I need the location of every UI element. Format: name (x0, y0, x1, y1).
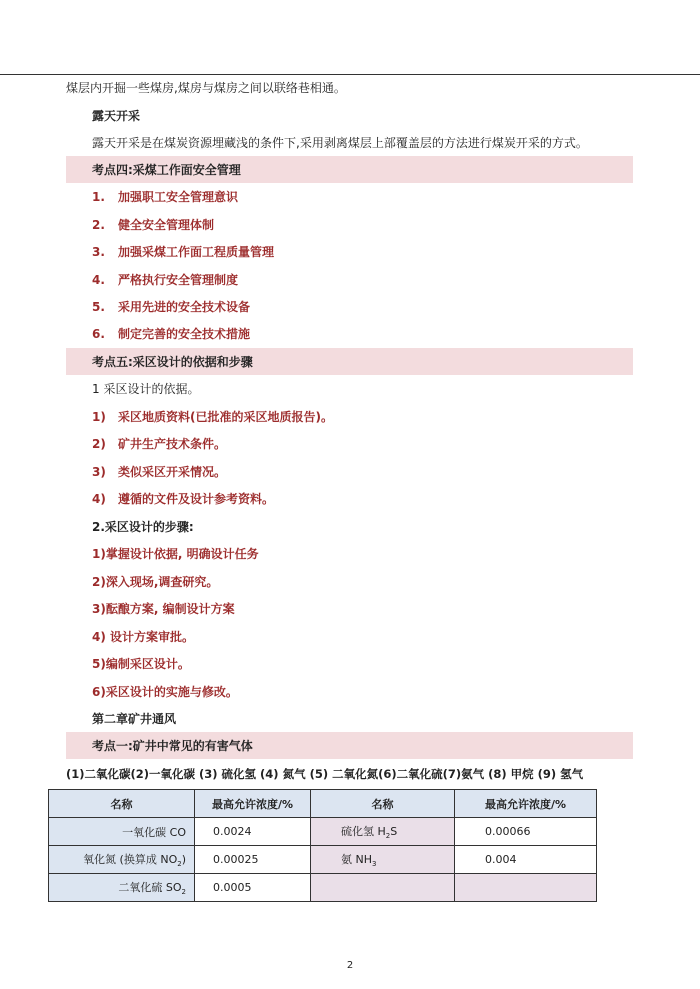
open-pit-heading: 露天开采 (92, 109, 141, 123)
gas-value: 0.004 (455, 846, 597, 874)
gas-name: 二氧化硫 $SO_2$ (49, 874, 195, 902)
steps-heading: 2.采区设计的步骤: (92, 520, 194, 534)
gas-value: 0.0005 (195, 874, 311, 902)
list-item: 6. 制定完善的安全技术措施 (92, 327, 251, 341)
gas-name: 一氧化碳 CO (49, 818, 195, 846)
gas-value: 0.00025 (195, 846, 311, 874)
empty-cell (311, 874, 455, 902)
table-row (49, 818, 597, 846)
table-row (49, 874, 597, 902)
section5-title: 考点五:采区设计的依据和步骤 (92, 355, 253, 369)
gas-name: 氨 $NH_3$ (311, 846, 455, 874)
step-item: 4) 设计方案审批。 (92, 630, 195, 644)
gas-value: 0.00066 (455, 818, 597, 846)
header-conc-1: 最高允许浓度/% (195, 790, 311, 818)
section5-band (66, 348, 633, 375)
page-number: 2 (346, 960, 354, 971)
step-item: 5)编制采区设计。 (92, 657, 190, 671)
chapter2-title: 第二章矿井通风 (92, 712, 177, 726)
header-name-2: 名称 (311, 790, 455, 818)
header-rule (0, 74, 700, 75)
header-conc-2: 最高允许浓度/% (455, 790, 597, 818)
basis-heading: 1 采区设计的依据。 (92, 382, 200, 396)
list-item: 2) 矿井生产技术条件。 (92, 437, 227, 451)
table-header-row (49, 790, 597, 818)
gas-list: (1)二氧化碳(2)一氧化碳 (3) 硫化氢 (4) 氮气 (5) 二氧化氮(6)二氧化硫(7)氨气 (8) 甲烷 (9) 氢气 (66, 767, 584, 781)
list-item: 2. 健全安全管理体制 (92, 218, 215, 232)
open-pit-text: 露天开采是在煤炭资源埋藏浅的条件下,采用剥离煤层上部覆盖层的方法进行煤炭开采的方式。 (92, 136, 588, 150)
section4-title: 考点四:采煤工作面安全管理 (92, 163, 241, 177)
list-item: 4) 遵循的文件及设计参考资料。 (92, 492, 275, 506)
list-item: 3. 加强采煤工作面工程质量管理 (92, 245, 275, 259)
intro-line: 煤层内开掘一些煤房,煤房与煤房之间以联络巷相通。 (66, 81, 346, 95)
empty-cell (455, 874, 597, 902)
chapter2-point1-title: 考点一:矿井中常见的有害气体 (92, 739, 253, 753)
list-item: 1) 采区地质资料(已批准的采区地质报告)。 (92, 410, 333, 424)
gas-name: 硫化氢 $H_2S$ (311, 818, 455, 846)
list-item: 5. 采用先进的安全技术设备 (92, 300, 251, 314)
table-row (49, 846, 597, 874)
list-item: 4. 严格执行安全管理制度 (92, 273, 239, 287)
list-item: 3) 类似采区开采情况。 (92, 465, 227, 479)
step-item: 6)采区设计的实施与修改。 (92, 685, 238, 699)
step-item: 2)深入现场,调查研究。 (92, 575, 219, 589)
step-item: 1)掌握设计依据, 明确设计任务 (92, 547, 259, 561)
list-item: 1. 加强职工安全管理意识 (92, 190, 239, 204)
header-name-1: 名称 (49, 790, 195, 818)
step-item: 3)酝酿方案, 编制设计方案 (92, 602, 235, 616)
chapter2-point1-band (66, 732, 633, 759)
gas-value: 0.0024 (195, 818, 311, 846)
section4-band (66, 156, 633, 183)
gas-name: 氧化氮 (换算成 $NO_2$) (49, 846, 195, 874)
gas-table (48, 789, 597, 902)
